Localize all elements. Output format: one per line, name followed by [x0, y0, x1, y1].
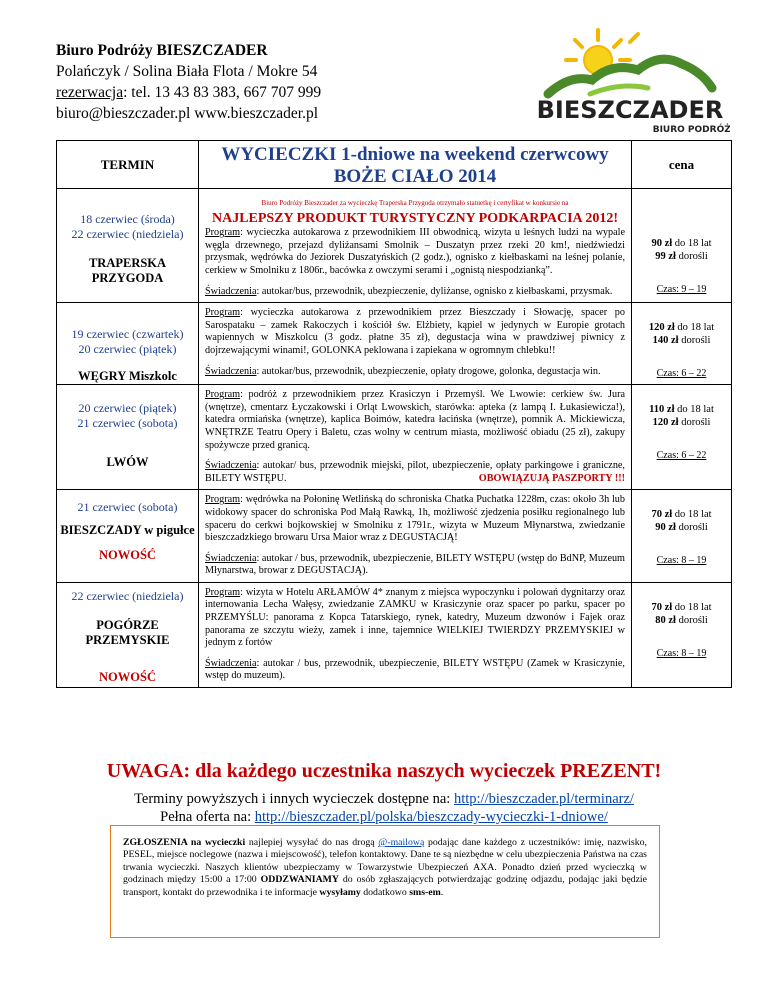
- trip-date-cell: [57, 490, 199, 583]
- trip-name: LWÓW: [106, 455, 149, 470]
- price-adults-label: dorośli: [681, 335, 711, 347]
- sms-emphasis: sms-em: [409, 886, 441, 898]
- trip-price-cell: [632, 303, 732, 385]
- price-adults-value: 80 zł: [655, 614, 676, 626]
- program-label: Program: [205, 227, 241, 239]
- company-header: [56, 40, 321, 124]
- program-text: wycieczka autokarowa z przewodnikiem przez Bieszczady i Słowację, spacer po Sarospataku – zamek Rakoczych i kościół św. Elżbiety, kąpiel w jedynych w Europie grotach wapiennych w Miszkolcu (3 godz. płatne 35 zł), degustacja wina w prawdziwej piwnicy z dojrzewającymi winami!, GOLONKA peklowana i zapiekana w ogromnym chlebku!!: [205, 307, 625, 356]
- registration-part: .: [440, 886, 444, 898]
- trip-services: Świadczenia: autokar/ bus, przewodnik miejski, pilot, ubezpieczenie, opłaty parkingowe i graniczne, BILETY WSTĘPU. OBOWIĄZUJĄ PASZPORTY !!!: [205, 460, 625, 484]
- price-kids: [632, 321, 731, 334]
- email-link[interactable]: @-mailową: [378, 837, 425, 848]
- trip-date: 22 czerwiec (niedziela): [71, 588, 184, 603]
- trip-price-cell: [632, 385, 732, 490]
- trip-name: WĘGRY Miszkolc: [78, 369, 177, 384]
- logo-subtext: BIURO PODRÓŻY: [652, 125, 730, 135]
- company-name: Biuro Podróży BIESZCZADER: [56, 42, 268, 59]
- trip-date-cell: [57, 582, 199, 687]
- trip-services: Świadczenia: autokar/bus, przewodnik, ubezpieczenie, opłaty drogowe, golonka, degustacja win.: [205, 365, 601, 377]
- trip-description: [199, 189, 632, 303]
- trip-date-cell: [57, 189, 199, 303]
- trip-price-cell: [632, 582, 732, 687]
- company-phones: [56, 82, 321, 103]
- trip-time: Czas: 6 – 22: [656, 450, 707, 462]
- price-kids-label: do 18 lat: [674, 601, 712, 613]
- trip-date: 21 czerwiec (sobota): [77, 416, 178, 431]
- price-kids: [632, 601, 731, 614]
- price-kids-value: 120 zł: [648, 322, 675, 334]
- links-section: [0, 790, 768, 826]
- trip-price-cell: [632, 490, 732, 583]
- price-adults-value: 90 zł: [655, 522, 676, 534]
- services-text: autokar/bus, przewodnik, ubezpieczenie, opłaty drogowe, golonka, degustacja win.: [261, 365, 601, 377]
- services-text: autokar / bus, przewodnik, ubezpieczenie, BILETY WSTĘPU (Zamek w Krasiczynie, wstęp do muzeum).: [205, 657, 625, 682]
- trip-description: [199, 385, 632, 490]
- services-label: Świadczenia: [205, 285, 257, 297]
- services-text: autokar/ bus, przewodnik miejski, pilot, ubezpieczenie, opłaty parkingowe i graniczne, BILETY WSTĘPU.: [205, 460, 625, 484]
- trip-description: [199, 582, 632, 687]
- registration-lead: ZGŁOSZENIA na wycieczki: [123, 837, 246, 848]
- termin-header: TERMIN: [57, 141, 199, 189]
- trip-program: Program: wycieczka autokarowa z przewodnikiem przez Bieszczady i Słowację, spacer po Sarospataku – zamek Rakoczych i kościół św. Elżbiety, kąpiel w jedynych w Europie grotach wapiennych w Miszkolcu (3 godz. płatne 35 zł), degustacja wina w prawdziwej piwnicy z dojrzewającymi winami!, GOLONKA peklowana i zapiekana w ogromnym chlebku!!: [205, 307, 625, 356]
- bieszczader-logo: [530, 22, 730, 140]
- program-text: podróż z przewodnikiem przez Krasiczyn i Przemyśl. We Lwowie: cerkiew św. Jura (wnętrze), cmentarz Łyczakowski i Orląt Lwowskich, starówka: apteka (z lampą I. Łukasiewicza!), katedra ormiańska (wnętrze), kaplica Boimów, katedra łacińska (wnętrze), pomnik A. Mickiewicza, WNĘTRZE Teatru Opery i Baletu, czas wolny w centrum miasta, możliwość obiadu (25 zł), zakupy spożywcze przed granicą.: [205, 389, 625, 451]
- trip-program: Program: wizyta w Hotelu ARŁAMÓW 4* znanym z miejsca wypoczynku i polowań dygnitarzy oraz internowania Lecha Wałęsy, zwiedzanie ZAMKU w Krasiczynie oraz spacer po parku, spacer po PRZEMYŚLU: panorama z Kopca Tatarskiego, rynek, katedry, Muzeum dzwonów i Fajek oraz panorama ze szczytu wieży, zamek i inne, tajemnice WIELKIEJ TWIERDZY PRZEMYSKIEJ w jednym z fortów: [205, 586, 625, 649]
- price-adults: [632, 334, 731, 347]
- award-title: NAJLEPSZY PRODUKT TURYSTYCZNY PODKARPACIA 2012!: [211, 210, 619, 226]
- price-kids-label: do 18 lat: [677, 322, 715, 334]
- trip-time: Czas: 9 – 19: [656, 284, 707, 295]
- terms-link[interactable]: http://bieszczader.pl/terminarz/: [453, 791, 634, 807]
- program-label: Program: [205, 494, 241, 506]
- trip-time: Czas: 8 – 19: [656, 647, 707, 659]
- trip-program: Program: wędrówka na Połoninę Wetlińską do schroniska Chatka Puchatka 1228m, czas: około 3h lub widokowy spacer do schroniska Pod Małą Rawką, 1h, możliwość zjedzenia posiłku regionalnego lub spaceru do cerkwi bojkowskiej w Smolniku z 1791r., wizyta w Muzeum Młynarstwa, zwiedzanie bieszczadzkiego browaru Ursa Maior wraz z DEGUSTACJĄ!: [205, 494, 625, 544]
- price-adults: [632, 250, 731, 263]
- trip-date: 19 czerwiec (czwartek): [71, 327, 184, 342]
- offer-line: [0, 808, 768, 826]
- cena-header: cena: [632, 141, 732, 189]
- company-contact: biuro@bieszczader.pl www.bieszczader.pl: [56, 105, 319, 122]
- trips-title: [199, 141, 632, 189]
- trip-date: 21 czerwiec (sobota): [77, 500, 178, 515]
- trip-date: 20 czerwiec (piątek): [78, 401, 177, 416]
- price-adults: [632, 521, 731, 534]
- company-address: Polańczyk / Solina Biała Flota / Mokre 54: [56, 63, 318, 80]
- trip-name: POGÓRZE PRZEMYSKIE: [85, 617, 170, 647]
- trip-description: [199, 490, 632, 583]
- trip-time: Czas: 6 – 22: [656, 368, 707, 380]
- trip-row: [57, 385, 732, 490]
- trip-price-cell: [632, 189, 732, 303]
- price-adults-label: dorośli: [678, 522, 708, 534]
- price-kids-label: do 18 lat: [674, 509, 712, 521]
- title-line-2: BOŻE CIAŁO 2014: [333, 166, 497, 187]
- reservation-label: rezerwacja: [56, 84, 124, 101]
- services-text: autokar / bus, przewodnik, ubezpieczenie, BILETY WSTĘPU (wstęp do BdNP, Muzeum Młynarstwa, browar z DEGUSTACJĄ).: [205, 552, 625, 577]
- trip-row: [57, 189, 732, 303]
- trip-date: 20 czerwiec (piątek): [78, 342, 177, 357]
- registration-part: najlepiej wysyłać do nas drogą: [245, 837, 379, 848]
- terms-line: [0, 790, 768, 808]
- price-adults-value: 120 zł: [652, 417, 679, 429]
- price-adults-label: dorośli: [678, 614, 708, 626]
- program-text: wizyta w Hotelu ARŁAMÓW 4* znanym z miejsca wypoczynku i polowań dygnitarzy oraz internowania Lecha Wałęsy, zwiedzanie ZAMKU w Krasiczynie oraz spacer po parku, spacer po PRZEMYŚLU: panorama z Kopca Tatarskiego, rynek, katedry, Muzeum dzwonów i Fajek oraz panorama ze szczytu wieży, zamek i inne, tajemnice WIELKIEJ TWIERDZY PRZEMYSKIEJ w jednym z fortów: [205, 586, 625, 649]
- trip-services: Świadczenia: autokar / bus, przewodnik, ubezpieczenie, BILETY WSTĘPU (wstęp do BdNP, Muzeum Młynarstwa, browar z DEGUSTACJĄ).: [205, 552, 625, 577]
- price-kids-label: do 18 lat: [677, 404, 714, 416]
- offer-text: Pełna oferta na:: [160, 809, 255, 825]
- services-text: autokar/bus, przewodnik, ubezpieczenie, dyliżanse, ognisko z kiełbaskami, przysmak.: [261, 285, 613, 297]
- trip-row: [57, 303, 732, 385]
- price-adults-label: dorośli: [678, 251, 708, 262]
- trip-date: 22 czerwiec (niedziela): [71, 227, 184, 241]
- trip-program: Program: wycieczka autokarowa z przewodnikiem III obwodnicą, wizyta u leśnych ludzi na wypale węgla drzewnego, przejazd dyliżansami Smolnik – Duszatyn przez rzeki 20 km!, niedźwiedzi przysmak, wędrówka do Jeziorek Duszatyńskich (2 godz.), ognisko z kiełbaskami na leśnej polanie, cerkiew w Smolniku z 1806r., bacówka z owczymi serami i „ognistą niespodzianką”.: [205, 227, 625, 276]
- price-kids-value: 70 zł: [651, 509, 673, 521]
- registration-part: podając dane każdego z uczestników: imię, nazwisko, PESEL, miejsce noclegowe (nazwa i miejscowość), telefon kontaktowy. Dane te są niezbędne w celu ubezpieczenia Państwa na czas trwania wycieczki. Naszych klientów ubezpieczamy w Towarzystwie Ubezpieczeń AXA. Ponadto dzień przed wycieczką w godzinach między 15:00 a 17:00: [123, 837, 647, 886]
- registration-part: do osób zgłaszających potwierdzając godzinę odjazdu, podając jaki będzie transport, kontakt do przewodnika i te informacje: [123, 874, 647, 898]
- price-kids-label: do 18 lat: [674, 238, 712, 249]
- offer-link[interactable]: http://bieszczader.pl/polska/bieszczady-wycieczki-1-dniowe/: [254, 809, 608, 825]
- trip-row: [57, 490, 732, 583]
- new-badge: NOWOŚĆ: [99, 669, 156, 684]
- trip-row: [57, 582, 732, 687]
- trip-services: Świadczenia: autokar/bus, przewodnik, ubezpieczenie, dyliżanse, ognisko z kiełbaskami, przysmak.: [205, 285, 613, 297]
- registration-text: [123, 837, 647, 899]
- trip-date-cell: [57, 303, 199, 385]
- price-adults-value: 99 zł: [655, 251, 676, 262]
- trip-services: Świadczenia: autokar / bus, przewodnik, ubezpieczenie, BILETY WSTĘPU (Zamek w Krasiczynie, wstęp do muzeum).: [205, 657, 625, 682]
- price-kids-value: 70 zł: [651, 601, 673, 613]
- trip-time: Czas: 8 – 19: [656, 555, 707, 567]
- program-label: Program: [205, 389, 241, 401]
- program-text: wycieczka autokarowa z przewodnikiem III obwodnicą, wizyta u leśnych ludzi na wypale węgla drzewnego, przejazd dyliżansami Smolnik – Duszatyn przez rzeki 20 km!, niedźwiedzi przysmak, wędrówka do Jeziorek Duszatyńskich (2 godz.), ognisko z kiełbaskami na leśnej polanie, cerkiew w Smolniku z 1806r., bacówka z owczymi serami i „ognistą niespodzianką”.: [205, 227, 625, 276]
- trip-name: TRAPERSKA PRZYGODA: [88, 256, 167, 285]
- price-adults: [632, 416, 731, 429]
- price-kids: [632, 403, 731, 416]
- trip-description: [199, 303, 632, 385]
- terms-text: Terminy powyższych i innych wycieczek dostępne na:: [134, 791, 454, 807]
- price-adults: [632, 614, 731, 627]
- program-text: wędrówka na Połoninę Wetlińską do schroniska Chatka Puchatka 1228m, czas: około 3h lub widokowy spacer do schroniska Pod Małą Rawką, 1h, możliwość zjedzenia posiłku regionalnego lub spaceru do cerkwi bojkowskiej w Smolniku z 1791r., wizyta w Muzeum Młynarstwa, zwiedzanie bieszczadzkiego browaru Ursa Maior wraz z DEGUSTACJĄ!: [205, 494, 625, 544]
- program-label: Program: [205, 307, 241, 319]
- callback-emphasis: ODDZWANIAMY: [260, 874, 339, 886]
- program-label: Program: [205, 586, 241, 598]
- logo-graphic: [530, 22, 730, 140]
- services-label: Świadczenia: [205, 552, 257, 564]
- services-label: Świadczenia: [205, 365, 257, 377]
- phone-numbers: : tel. 13 43 83 383, 667 707 999: [123, 84, 322, 101]
- trip-program: Program: podróż z przewodnikiem przez Krasiczyn i Przemyśl. We Lwowie: cerkiew św. Jura (wnętrze), cmentarz Łyczakowski i Orląt Lwowskich, starówka: apteka (z lampą I. Łukasiewicza!), katedra ormiańska (wnętrze), kaplica Boimów, katedra łacińska (wnętrze), pomnik A. Mickiewicza, WNĘTRZE Teatru Opery i Baletu, czas wolny w centrum miasta, możliwość obiadu (25 zł), zakupy spożywcze przed granicą.: [205, 389, 625, 451]
- send-emphasis: wysyłamy: [319, 886, 361, 898]
- price-kids: [632, 237, 731, 250]
- award-note: Biuro Podróży Bieszczader za wycieczkę Traperska Przygoda otrzymało statuetkę i certyfikat w konkursie na: [261, 199, 569, 207]
- trip-date: 18 czerwiec (środa): [80, 212, 175, 226]
- passport-warning: OBOWIĄZUJĄ PASZPORTY !!!: [478, 472, 625, 484]
- new-badge: NOWOŚĆ: [99, 548, 156, 563]
- registration-part: dodatkowo: [360, 886, 410, 898]
- price-adults-label: dorośli: [681, 417, 711, 429]
- services-label: Świadczenia: [205, 657, 257, 669]
- price-kids: [632, 508, 731, 521]
- table-header-row: [57, 141, 732, 189]
- services-label: Świadczenia: [205, 460, 257, 472]
- price-kids-value: 90 zł: [651, 238, 673, 249]
- trip-name: BIESZCZADY w pigułce: [60, 523, 195, 538]
- gift-announcement: UWAGA: dla każdego uczestnika naszych wycieczek PREZENT!: [106, 760, 662, 782]
- logo-text: BIESZCZADER: [536, 96, 724, 124]
- price-adults-value: 140 zł: [652, 335, 679, 347]
- title-line-1: WYCIECZKI 1-dniowe na weekend czerwcowy: [221, 144, 609, 165]
- trips-table: [56, 140, 732, 688]
- trip-date-cell: [57, 385, 199, 490]
- price-kids-value: 110 zł: [649, 404, 675, 416]
- registration-info-box: [110, 825, 660, 938]
